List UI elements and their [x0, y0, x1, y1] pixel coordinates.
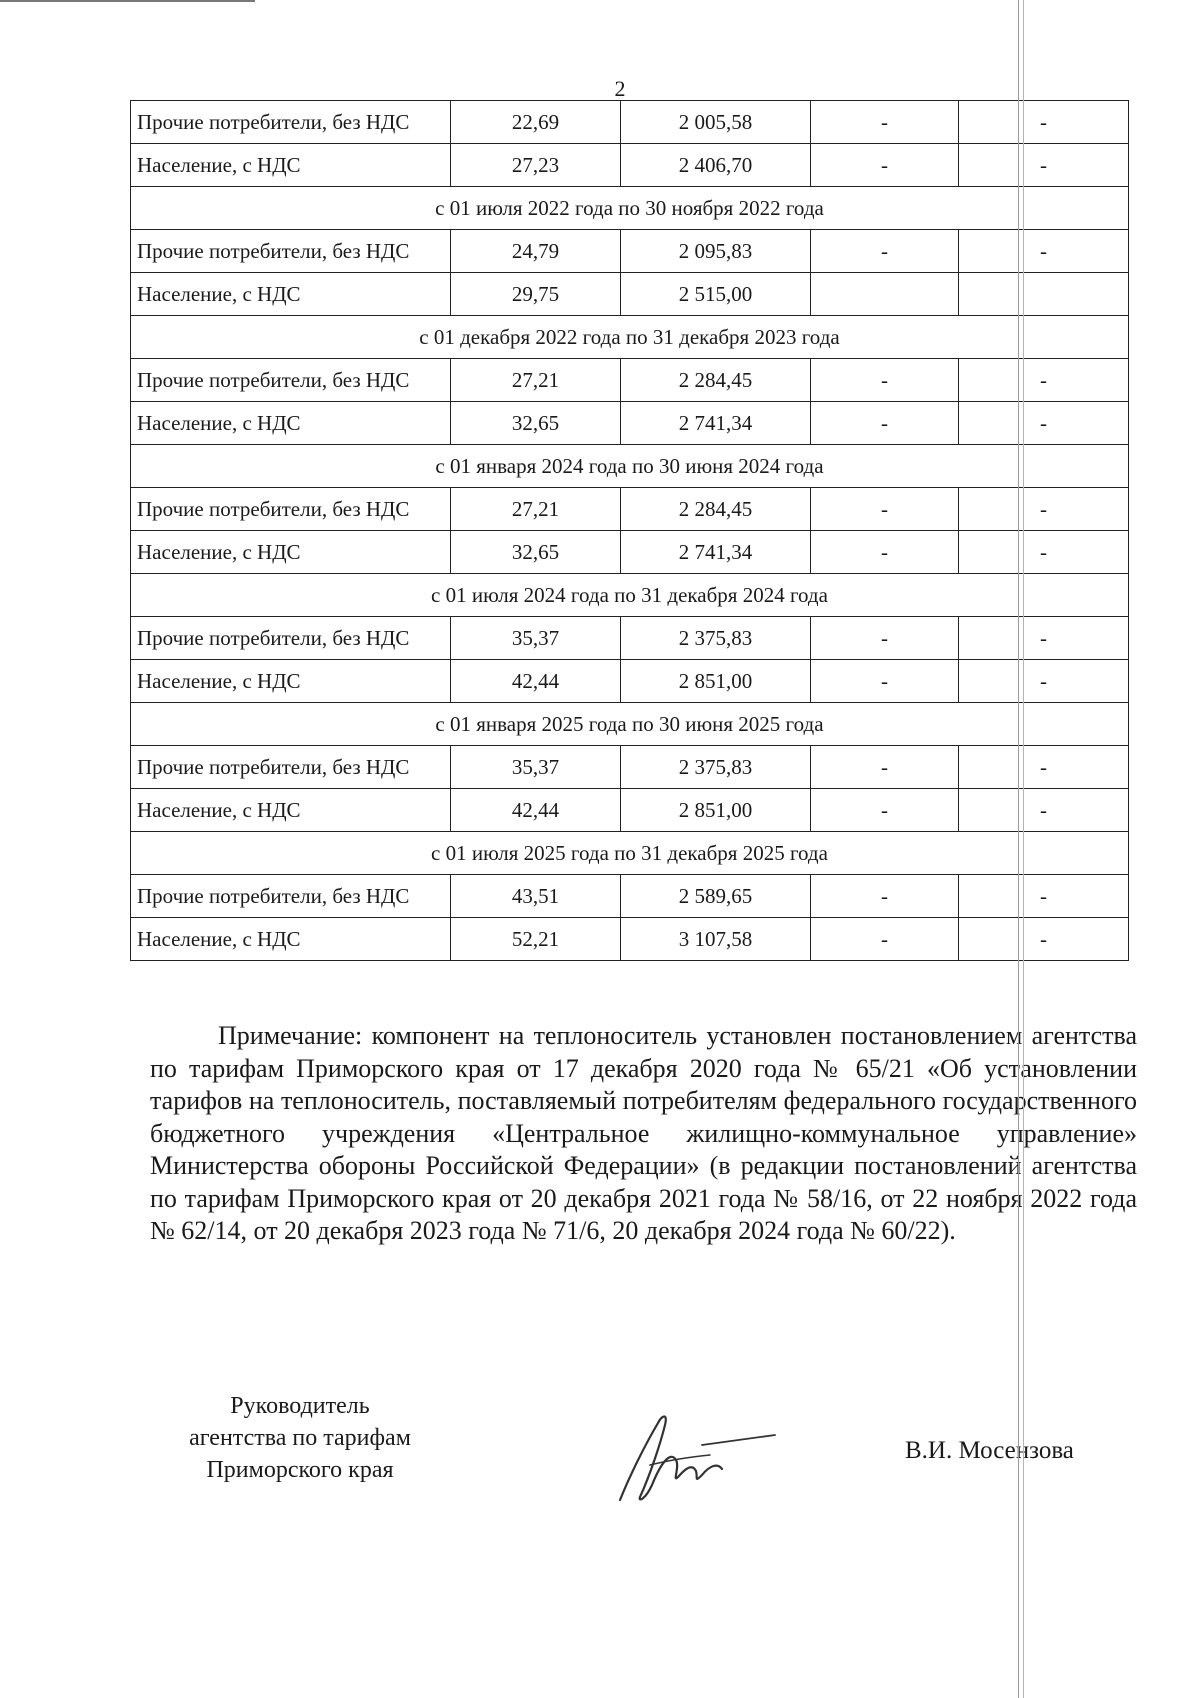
- tariff-value-cell: 43,51: [451, 875, 621, 918]
- dash-cell: -: [811, 918, 959, 961]
- dash-cell: -: [959, 230, 1129, 273]
- consumer-cell: Прочие потребители, без НДС: [131, 230, 451, 273]
- table-row: [131, 746, 1129, 789]
- period-header-row: [131, 574, 1129, 617]
- tariff-value-cell: 2 284,45: [621, 488, 811, 531]
- tariff-value-cell: 2 375,83: [621, 617, 811, 660]
- consumer-cell: Население, с НДС: [131, 918, 451, 961]
- handwritten-signature: [610, 1405, 780, 1515]
- signer-position-line: Приморского края: [206, 1457, 394, 1483]
- period-header-row: [131, 316, 1129, 359]
- table-row: [131, 875, 1129, 918]
- dash-cell: -: [959, 875, 1129, 918]
- consumer-cell: Население, с НДС: [131, 144, 451, 187]
- tariff-table: [130, 100, 1129, 961]
- tariff-value-cell: 2 589,65: [621, 875, 811, 918]
- period-label: с 01 января 2024 года по 30 июня 2024 года: [131, 445, 1129, 488]
- period-label: с 01 июля 2025 года по 31 декабря 2025 года: [131, 832, 1129, 875]
- consumer-cell: Население, с НДС: [131, 273, 451, 316]
- dash-cell: [811, 273, 959, 316]
- dash-cell: -: [811, 101, 959, 144]
- dash-cell: -: [959, 660, 1129, 703]
- tariff-value-cell: 3 107,58: [621, 918, 811, 961]
- period-header-row: [131, 832, 1129, 875]
- tariff-value-cell: 2 851,00: [621, 660, 811, 703]
- dash-cell: -: [811, 531, 959, 574]
- period-label: с 01 января 2025 года по 30 июня 2025 года: [131, 703, 1129, 746]
- tariff-value-cell: 22,69: [451, 101, 621, 144]
- page-number: 2: [614, 76, 626, 101]
- dash-cell: -: [959, 531, 1129, 574]
- dash-cell: -: [959, 918, 1129, 961]
- tariff-table-body: [131, 101, 1129, 961]
- dash-cell: -: [811, 488, 959, 531]
- dash-cell: -: [811, 230, 959, 273]
- dash-cell: -: [811, 144, 959, 187]
- dash-cell: -: [959, 402, 1129, 445]
- table-row: [131, 101, 1129, 144]
- signer-name: В.И. Мосензова: [905, 1437, 1074, 1464]
- dash-cell: -: [959, 144, 1129, 187]
- table-row: [131, 144, 1129, 187]
- dash-cell: -: [811, 402, 959, 445]
- table-row: [131, 660, 1129, 703]
- table-row: [131, 531, 1129, 574]
- period-label: с 01 июля 2024 года по 31 декабря 2024 года: [131, 574, 1129, 617]
- consumer-cell: Прочие потребители, без НДС: [131, 488, 451, 531]
- dash-cell: -: [811, 359, 959, 402]
- table-row: [131, 488, 1129, 531]
- table-row: [131, 230, 1129, 273]
- dash-cell: -: [811, 660, 959, 703]
- tariff-value-cell: 32,65: [451, 402, 621, 445]
- dash-cell: -: [811, 875, 959, 918]
- signer-position-line: Руководитель: [230, 1393, 370, 1419]
- tariff-value-cell: 2 095,83: [621, 230, 811, 273]
- tariff-value-cell: 2 851,00: [621, 789, 811, 832]
- note-paragraph: Примечание: компонент на теплоноситель установлен постановлением агентства по тарифам Приморского края от 17 декабря 2020 года № 65/21 «Об установлении тарифов на теплоноситель, поставляемый потребителям федерального государственного бюджетного учреждения «Центральное жилищно-коммунальное управление» Министерства обороны Российской Федерации» (в редакции постановлений агентства по тарифам Приморского края от 20 декабря 2021 года № 58/16, от 22 ноября 2022 года № 62/14, от 20 декабря 2023 года № 71/6, 20 декабря 2024 года № 60/22).: [150, 1021, 1137, 1245]
- consumer-cell: Население, с НДС: [131, 531, 451, 574]
- scan-edge-line-top: [0, 0, 255, 2]
- dash-cell: -: [959, 359, 1129, 402]
- signer-position-line: агентства по тарифам: [189, 1425, 411, 1451]
- tariff-value-cell: 2 406,70: [621, 144, 811, 187]
- tariff-value-cell: 24,79: [451, 230, 621, 273]
- table-row: [131, 359, 1129, 402]
- table-row: [131, 402, 1129, 445]
- tariff-value-cell: 2 284,45: [621, 359, 811, 402]
- tariff-value-cell: 2 005,58: [621, 101, 811, 144]
- dash-cell: -: [811, 789, 959, 832]
- dash-cell: -: [959, 488, 1129, 531]
- tariff-value-cell: 27,23: [451, 144, 621, 187]
- period-label: с 01 июля 2022 года по 30 ноября 2022 года: [131, 187, 1129, 230]
- dash-cell: -: [959, 101, 1129, 144]
- tariff-value-cell: 35,37: [451, 746, 621, 789]
- consumer-cell: Прочие потребители, без НДС: [131, 875, 451, 918]
- dash-cell: -: [959, 789, 1129, 832]
- tariff-value-cell: 27,21: [451, 359, 621, 402]
- dash-cell: -: [959, 617, 1129, 660]
- dash-cell: [959, 273, 1129, 316]
- tariff-value-cell: 42,44: [451, 789, 621, 832]
- period-header-row: [131, 187, 1129, 230]
- consumer-cell: Прочие потребители, без НДС: [131, 359, 451, 402]
- period-header-row: [131, 445, 1129, 488]
- tariff-value-cell: 32,65: [451, 531, 621, 574]
- dash-cell: -: [959, 746, 1129, 789]
- consumer-cell: Население, с НДС: [131, 402, 451, 445]
- tariff-value-cell: 2 375,83: [621, 746, 811, 789]
- table-row: [131, 918, 1129, 961]
- dash-cell: -: [811, 617, 959, 660]
- consumer-cell: Прочие потребители, без НДС: [131, 617, 451, 660]
- tariff-value-cell: 27,21: [451, 488, 621, 531]
- consumer-cell: Прочие потребители, без НДС: [131, 746, 451, 789]
- tariff-value-cell: 52,21: [451, 918, 621, 961]
- consumer-cell: Население, с НДС: [131, 789, 451, 832]
- table-row: [131, 617, 1129, 660]
- scan-edge-line: [1018, 0, 1024, 1698]
- tariff-value-cell: 42,44: [451, 660, 621, 703]
- tariff-value-cell: 2 515,00: [621, 273, 811, 316]
- table-row: [131, 789, 1129, 832]
- signer-position: [155, 1390, 445, 1486]
- dash-cell: -: [811, 746, 959, 789]
- consumer-cell: Прочие потребители, без НДС: [131, 101, 451, 144]
- tariff-value-cell: 2 741,34: [621, 402, 811, 445]
- tariff-value-cell: 35,37: [451, 617, 621, 660]
- period-header-row: [131, 703, 1129, 746]
- tariff-value-cell: 29,75: [451, 273, 621, 316]
- tariff-value-cell: 2 741,34: [621, 531, 811, 574]
- period-label: с 01 декабря 2022 года по 31 декабря 2023 года: [131, 316, 1129, 359]
- consumer-cell: Население, с НДС: [131, 660, 451, 703]
- table-row: [131, 273, 1129, 316]
